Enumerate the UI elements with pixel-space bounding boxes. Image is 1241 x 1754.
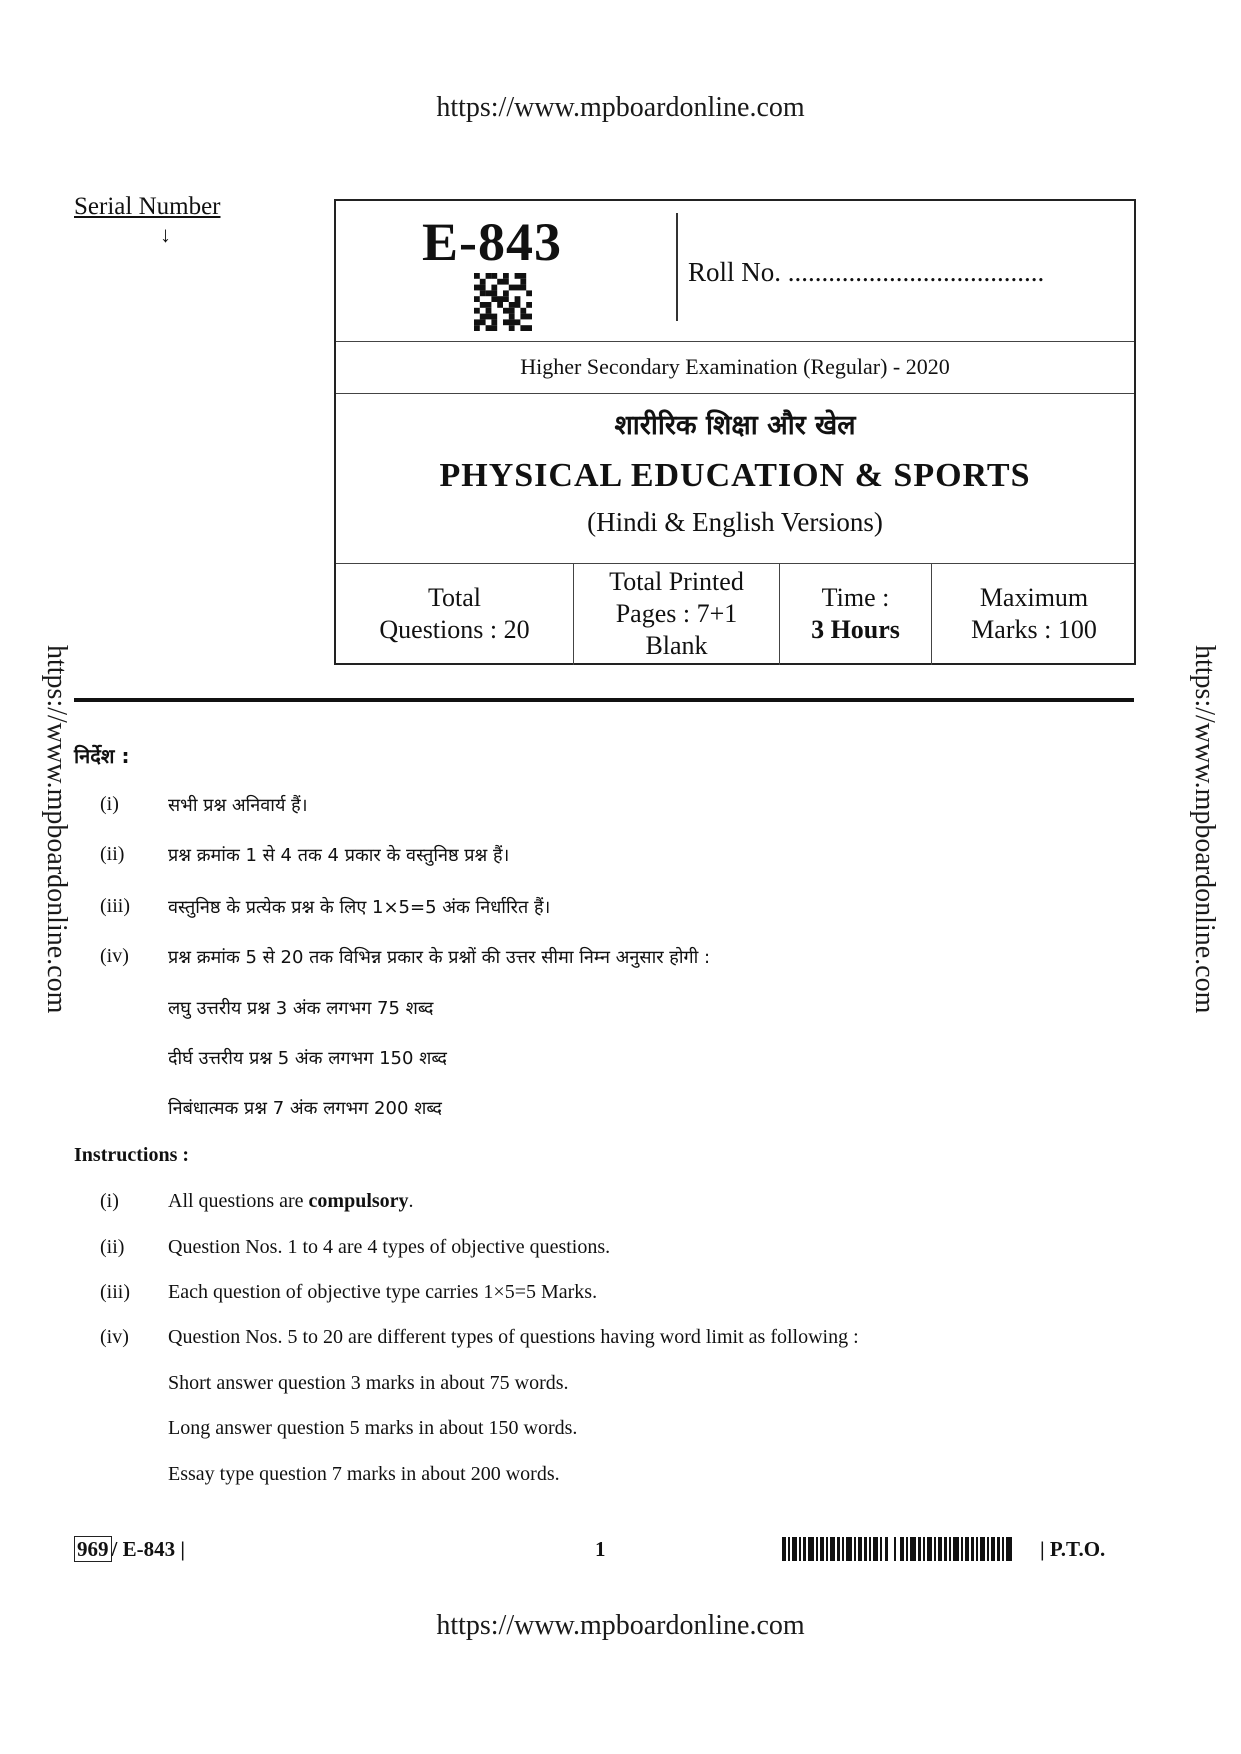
hindi-instruction-item: प्रश्न क्रमांक 5 से 20 तक विभिन्न प्रकार के प्रश्नों की उत्तर सीमा निम्न अनुसार होगी : <box>168 947 711 968</box>
exam-info-row <box>336 563 1134 665</box>
total-pages-cell: Total Printed Pages : 7+1 Blank <box>574 563 780 665</box>
roll-divider <box>676 213 678 321</box>
english-instruction-item: All questions are compulsory. <box>168 1190 414 1212</box>
exam-name: Higher Secondary Examination (Regular) - 2020 <box>336 341 1134 394</box>
footer-code-box: 969 <box>74 1536 112 1562</box>
hindi-instruction-item: वस्तुनिष्ठ के प्रत्येक प्रश्न के लिए 1×5=5 अंक निर्धारित हैं। <box>168 897 551 918</box>
english-item-number: (i) <box>100 1190 119 1212</box>
subject-title-english: PHYSICAL EDUCATION & SPORTS <box>439 457 1031 494</box>
english-instruction-item: Each question of objective type carries 1×5=5 Marks. <box>168 1281 598 1303</box>
section-divider <box>74 698 1134 702</box>
time-cell: Time : 3 Hours <box>780 563 932 665</box>
versions-note: (Hindi & English Versions) <box>587 507 883 537</box>
hindi-instructions-heading: निर्देश : <box>74 744 130 768</box>
english-item-number: (iii) <box>100 1281 130 1303</box>
hindi-item-number: (ii) <box>100 843 125 865</box>
serial-arrow-icon: ↓ <box>160 222 171 247</box>
qr-code-icon <box>472 273 534 331</box>
hindi-instruction-item: प्रश्न क्रमांक 1 से 4 तक 4 प्रकार के वस्तुनिष्ठ प्रश्न हैं। <box>168 845 510 866</box>
hindi-instruction-item: सभी प्रश्न अनिवार्य हैं। <box>168 795 308 816</box>
hindi-sub-item: निबंधात्मक प्रश्न 7 अंक लगभग 200 शब्द <box>168 1098 442 1119</box>
hindi-sub-item: लघु उत्तरीय प्रश्न 3 अंक लगभग 75 शब्द <box>168 998 434 1019</box>
roll-number-field: Roll No. ...................................... <box>688 257 1045 287</box>
english-sub-item: Essay type question 7 marks in about 200 words. <box>168 1463 560 1485</box>
hindi-item-number: (iv) <box>100 945 129 967</box>
english-item-number: (ii) <box>100 1236 125 1258</box>
maximum-marks-cell: Maximum Marks : 100 <box>971 583 1097 644</box>
total-questions-cell: Total Questions : 20 <box>336 563 574 665</box>
english-item-number: (iv) <box>100 1326 129 1348</box>
subject-title-hindi: शारीरिक शिक्षा और खेल <box>614 410 856 441</box>
english-sub-item: Short answer question 3 marks in about 75 words. <box>168 1372 569 1394</box>
subject-block <box>336 393 1134 564</box>
hindi-item-number: (iii) <box>100 895 130 917</box>
hindi-item-number: (i) <box>100 793 119 815</box>
top-watermark-url: https://www.mpboardonline.com <box>436 92 805 123</box>
english-instruction-item: Question Nos. 5 to 20 are different types of questions having word limit as following : <box>168 1326 859 1348</box>
exam-header-box <box>334 199 1136 665</box>
code-row <box>336 201 1134 342</box>
barcode-icon <box>782 1537 1012 1561</box>
right-watermark-url: https://www.mpboardonline.com <box>1189 645 1220 1014</box>
serial-number-label: Serial Number <box>74 193 221 220</box>
left-watermark-url: https://www.mpboardonline.com <box>41 645 72 1014</box>
page-number: 1 <box>595 1537 606 1561</box>
paper-code: E-843 <box>422 212 562 272</box>
bottom-watermark-url: https://www.mpboardonline.com <box>436 1610 805 1641</box>
please-turn-over: | P.T.O. <box>1040 1537 1106 1561</box>
footer-paper-code: 969 / E-843 | <box>74 1537 185 1562</box>
english-sub-item: Long answer question 5 marks in about 150 words. <box>168 1417 578 1439</box>
hindi-sub-item: दीर्घ उत्तरीय प्रश्न 5 अंक लगभग 150 शब्द <box>168 1048 447 1069</box>
english-instruction-item: Question Nos. 1 to 4 are 4 types of objective questions. <box>168 1236 611 1258</box>
english-instructions-heading: Instructions : <box>74 1144 190 1166</box>
